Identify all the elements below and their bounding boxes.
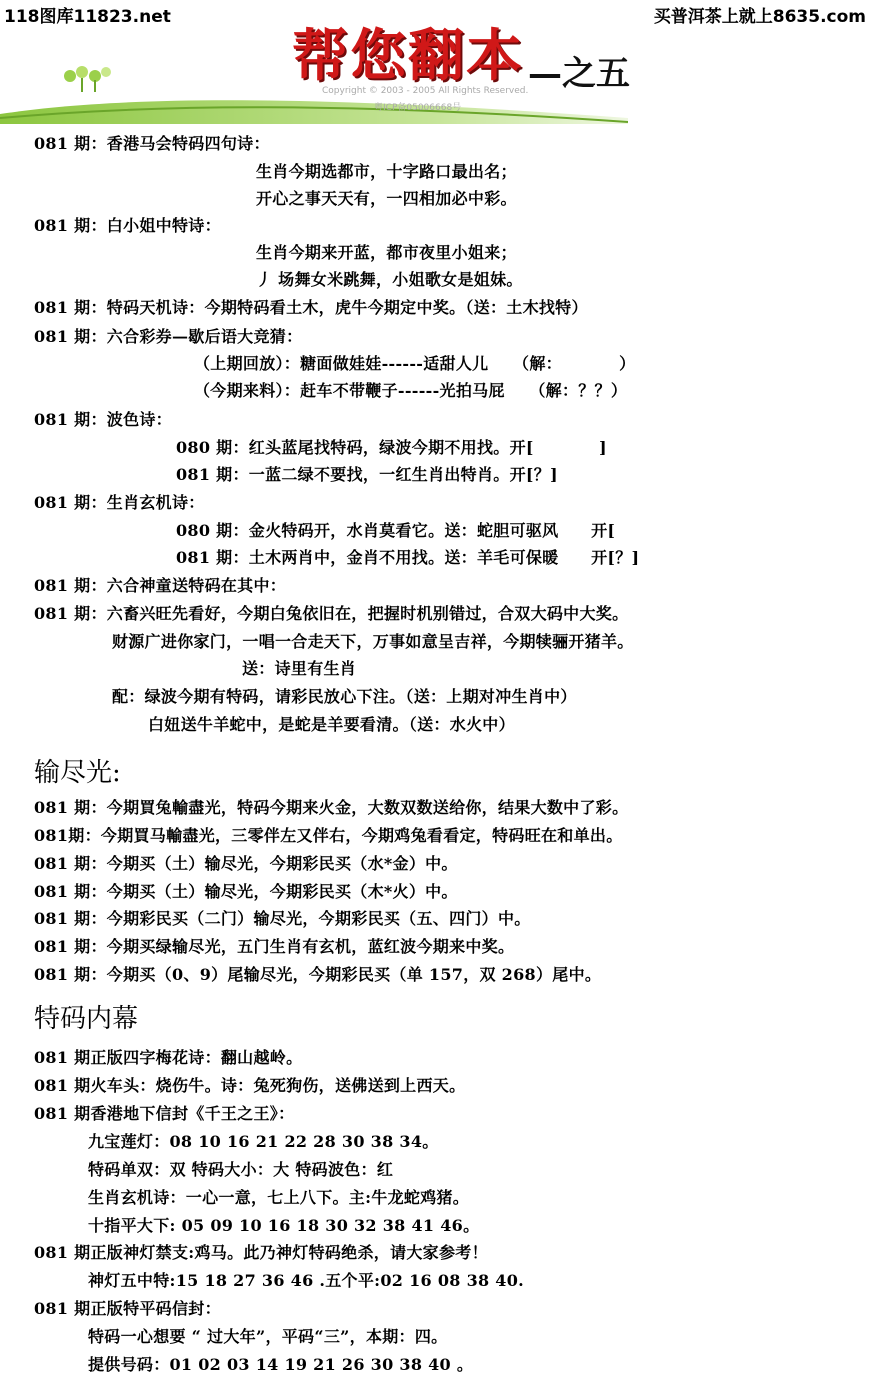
text-line: （上期回放）：糖面做娃娃------适甜人儿 （解： ） [194,354,636,373]
text-line: 九宝莲灯：08 10 16 21 22 28 30 38 34。 [88,1132,439,1151]
text-line: 081 期：今期买绿输尽光，五门生肖有玄机，蓝红波今期来中奖。 [34,937,515,956]
text-line: 神灯五中特:15 18 27 36 46 .五个平:02 16 08 38 40. [88,1271,525,1290]
text-line: 081 期香港地下信封《千王之王》： [34,1104,295,1123]
faint-copyright: Copyright © 2003 - 2005 All Rights Reserved. [322,86,529,96]
text-line: 配：绿波今期有特码，请彩民放心下注。（送：上期对冲生肖中） [112,687,577,706]
text-line: 080 期：红头蓝尾找特码，绿波今期不用找。开[ ] [176,438,607,457]
banner-suffix: —之五 [528,54,630,94]
text-line: 081 期：六合彩券—歇后语大竞猜： [34,327,303,346]
text-line: 提供号码：01 02 03 14 19 21 26 30 38 40 。 [88,1355,474,1374]
text-line: 081 期火车头：烧伤牛。诗：兔死狗伤，送佛送到上西天。 [34,1076,466,1095]
faint-icp: 粤ICP备05006668号 [374,103,462,113]
banner-title: 帮您翻本 [292,23,524,89]
section-heading: 输尽光: [34,758,121,788]
text-line: 081 期：土木两肖中，金肖不用找。送：羊毛可保暖 开[？] [176,548,640,567]
text-line: 开心之事天天有，一四相加必中彩。 [256,189,517,208]
text-line: 081 期：今期买（土）输尽光，今期彩民买（水*金）中。 [34,854,458,873]
text-line: 生肖玄机诗：一心一意，七上八下。主:牛龙蛇鸡猪。 [88,1188,470,1207]
text-line: 081 期正版四字梅花诗：翻山越岭。 [34,1048,303,1067]
text-line: 081 期：白小姐中特诗： [34,216,221,235]
text-line: 081 期：六合神童送特码在其中： [34,576,287,595]
text-line: 081 期：今期彩民买（二门）输尽光，今期彩民买（五、四门）中。 [34,909,531,928]
text-line: 十指平大下: 05 09 10 16 18 30 32 38 41 46。 [88,1216,480,1235]
text-line: 081 期：生肖玄机诗： [34,493,205,512]
site-header-right[interactable]: 买普洱茶上就上8635.com [653,7,866,27]
site-header-left[interactable]: 118图库11823.net [4,7,171,27]
text-line: 生肖今期选都市，十字路口最出名； [256,162,517,181]
text-line: 081 期：香港马会特码四句诗： [34,134,270,153]
text-line: 财源广进你家门，一唱一合走天下，万事如意呈吉祥，今期犊骊开猪羊。 [112,632,634,651]
green-wave-decoration [0,92,628,124]
text-line: 081 期：今期买（0、9）尾输尽光，今期彩民买（单 157，双 268）尾中。 [34,965,602,984]
text-line: （今期来料）：赶车不带鞭子------光拍马屁 （解：？？） [194,381,628,400]
text-line: 081期：今期買马輸盡光，三零伴左又伴右，今期鸡兔看看定，特码旺在和单出。 [34,826,623,845]
text-line: 081 期正版特平码信封： [34,1299,221,1318]
text-line: 白妞送牛羊蛇中，是蛇是羊要看清。（送：水火中） [148,715,515,734]
flower-icon [62,66,114,94]
section-heading: 特码内幕 [34,1004,139,1034]
text-line: 081 期：六畜兴旺先看好，今期白兔依旧在，把握时机别错过，合双大码中大奖。 [34,604,629,623]
text-line: 丿 场舞女米跳舞，小姐歌女是姐妹。 [256,270,523,289]
text-line: 081 期：今期買兔輸盡光，特码今期来火金，大数双数送给你，结果大数中了彩。 [34,798,629,817]
text-line: 生肖今期来开蓝，都市夜里小姐来； [256,243,517,262]
text-line: 081 期：特码天机诗：今期特码看土木，虎牛今期定中奖。（送：土木找特） [34,298,588,317]
text-line: 081 期：一蓝二绿不要找，一红生肖出特肖。开[？] [176,465,558,484]
text-line: 送：诗里有生肖 [242,659,357,678]
text-line: 081 期：波色诗： [34,410,172,429]
text-line: 特码一心想要 “ 过大年”，平码“三”，本期：四。 [88,1327,448,1346]
text-line: 081 期：今期买（土）输尽光，今期彩民买（木*火）中。 [34,882,458,901]
text-line: 081 期正版神灯禁支:鸡马。此乃神灯特码绝杀，请大家参考！ [34,1243,488,1262]
text-line: 特码单双：双 特码大小：大 特码波色：红 [88,1160,394,1179]
text-line: 080 期：金火特码开，水肖莫看它。送：蛇胆可驱风 开[ [176,521,616,540]
